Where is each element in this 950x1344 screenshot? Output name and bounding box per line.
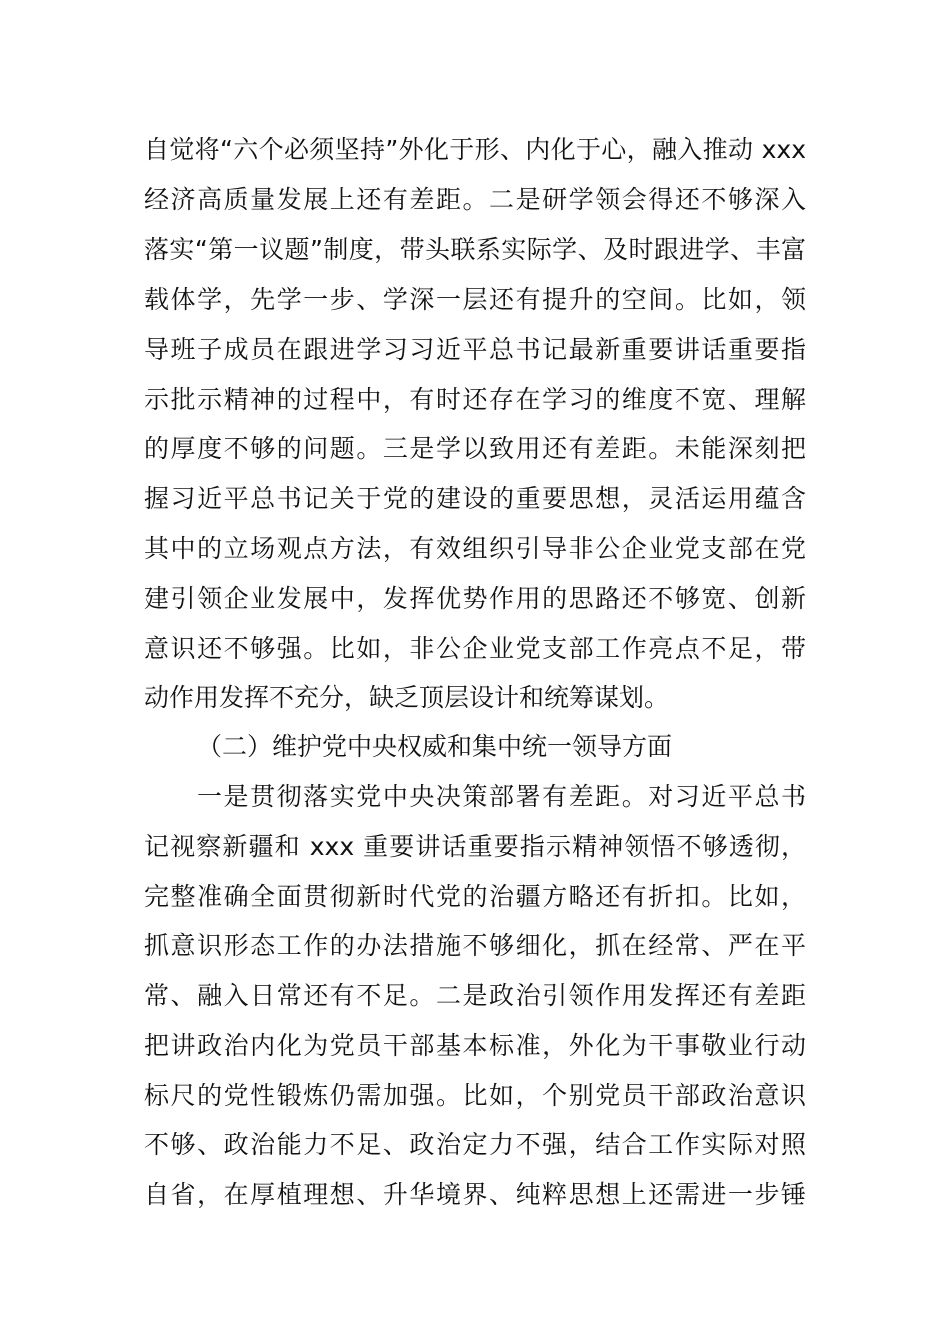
text-line: 动作用发挥不充分，缺乏顶层设计和统筹谋划。: [144, 683, 670, 712]
text-line: 常、融入日常还有不足。二是政治引领作用发挥还有差距: [144, 981, 806, 1010]
section-heading: （二）维护党中央权威和集中统一领导方面: [197, 732, 673, 761]
text-line: 标尺的党性锻炼仍需加强。比如，个别党员干部政治意识: [144, 1081, 806, 1110]
text-line: 不够、政治能力不足、政治定力不强，结合工作实际对照: [144, 1130, 806, 1159]
text-line: 落实“第一议题”制度，带头联系实际学、及时跟进学、丰富: [144, 235, 806, 264]
text-line: 握习近平总书记关于党的建设的重要思想，灵活运用蕴含: [144, 484, 806, 513]
text-line: 把讲政治内化为党员干部基本标准，外化为干事敬业行动: [144, 1031, 806, 1060]
text-line: 完整准确全面贯彻新时代党的治疆方略还有折扣。比如，: [144, 882, 806, 911]
text-line: 一是贯彻落实党中央决策部署有差距。对习近平总书: [197, 782, 806, 811]
text-line: 意识还不够强。比如，非公企业党支部工作亮点不足，带: [144, 634, 806, 663]
text-line: 示批示精神的过程中，有时还存在学习的维度不宽、理解: [144, 385, 806, 414]
text-line: 导班子成员在跟进学习习近平总书记最新重要讲话重要指: [144, 335, 806, 364]
text-line: 自省，在厚植理想、升华境界、纯粹思想上还需进一步锤: [144, 1180, 806, 1209]
text-line: 的厚度不够的问题。三是学以致用还有差距。未能深刻把: [144, 434, 806, 463]
text-line: 建引领企业发展中，发挥优势作用的思路还不够宽、创新: [144, 584, 806, 613]
text-line: 经济高质量发展上还有差距。二是研学领会得还不够深入: [144, 185, 806, 214]
text-line: 其中的立场观点方法，有效组织引导非公企业党支部在党: [144, 534, 806, 563]
text-line: 记视察新疆和 xxx 重要讲话重要指示精神领悟不够透彻，: [144, 832, 806, 861]
text-line: 抓意识形态工作的办法措施不够细化，抓在经常、严在平: [144, 931, 806, 960]
text-line: 自觉将“六个必须坚持”外化于形、内化于心，融入推动 xxx: [144, 135, 806, 164]
text-line: 载体学，先学一步、学深一层还有提升的空间。比如，领: [144, 285, 806, 314]
